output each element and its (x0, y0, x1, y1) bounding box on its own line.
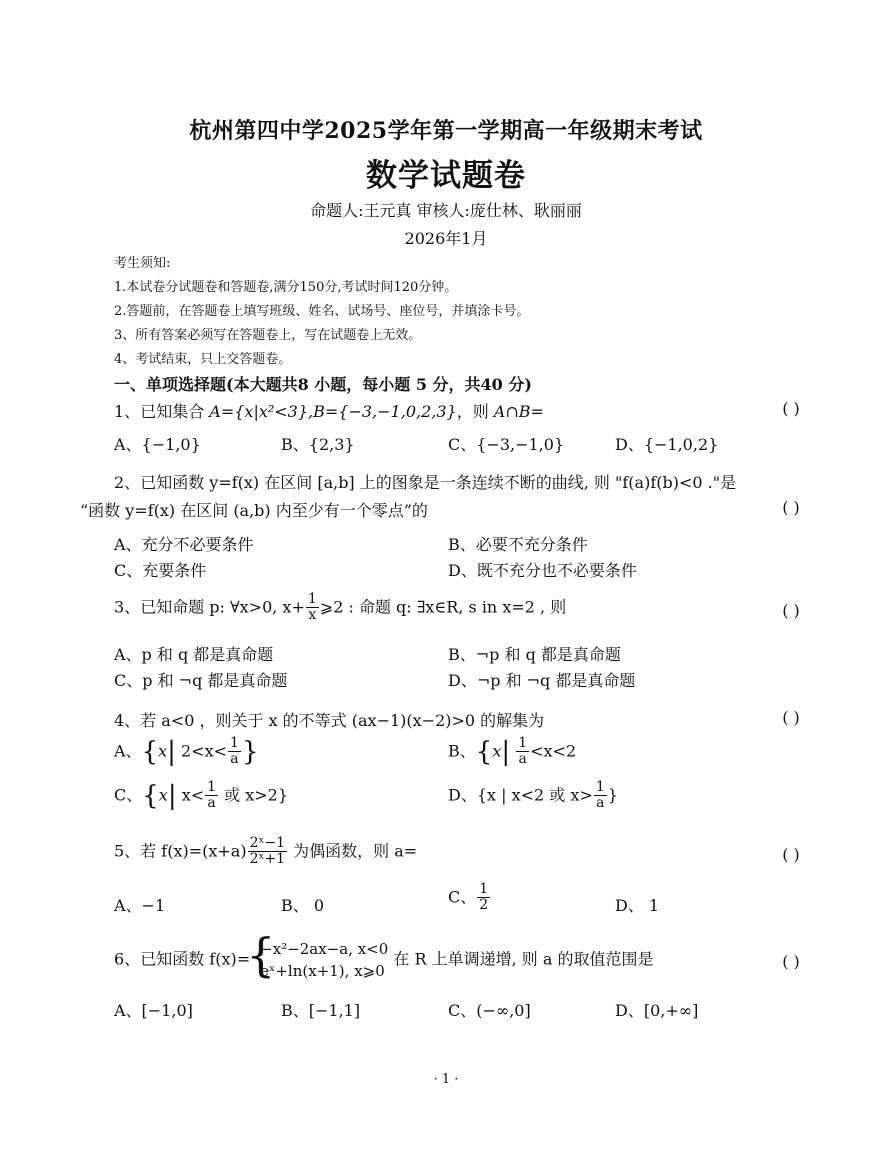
exam-date: 2026年1月 (404, 229, 488, 248)
answer-paren-1: ( ) (782, 399, 800, 418)
notice-item-3: 3、所有答案必须写在答题卷上，写在试题卷上无效。 (114, 328, 422, 343)
q6-option-d: D、[0,+∞] (615, 1001, 699, 1020)
q5-option-c: C、 $\frac{1}{2}$ (448, 881, 489, 914)
answer-paren-4: ( ) (782, 708, 800, 727)
q2-option-a: A、充分不必要条件 (114, 535, 254, 554)
answer-paren-2: ( ) (782, 498, 800, 517)
q6-option-a: A、[−1,0] (114, 1001, 193, 1020)
q1-option-c: C、{−3,−1,0} (448, 435, 565, 454)
q1-option-b: B、{2,3} (281, 435, 355, 454)
notice-item-2: 2.答题前，在答题卷上填写班级、姓名、试场号、座位号，并填涂卡号。 (114, 304, 530, 319)
fraction: $\frac{1}{a}$ (595, 779, 605, 812)
section-title: 一、单项选择题(本大题共8 小题，每小题 5 分，共40 分) (114, 375, 532, 394)
fraction: $\frac{\text{2ˣ−1}}{\text{2ˣ+1}}$ (249, 835, 286, 868)
question-6: 6、已知函数 f(x)= { −x²−2ax−a, x<0 eˣ+ln(x+1), x⩾0 在 R 上单调递增, 则 a 的取值范围是 (114, 938, 654, 982)
authors-line: 命题人:王元真 审核人:庞仕林、耿丽丽 (310, 201, 582, 220)
fraction: $\frac{1}{a}$ (207, 779, 217, 812)
fraction: $\frac{1}{a}$ (518, 735, 528, 768)
question-1: 1、已知集合 A={x|x²<3},B={−3,−1,0,2,3}，则 A∩B= (114, 402, 544, 421)
q2-option-c: C、充要条件 (114, 561, 207, 580)
answer-paren-3: ( ) (782, 601, 800, 620)
q4-option-c: C、{x| x< $\frac{1}{a}$ 或 x>2} (114, 779, 289, 812)
q4-option-a: A、{x| 2<x< $\frac{1}{a}$ } (114, 735, 259, 768)
q1-option-a: A、{−1,0} (114, 435, 201, 454)
q5-option-a: A、−1 (114, 896, 166, 915)
q3-option-b: B、¬p 和 q 都是真命题 (448, 645, 621, 664)
question-2: 2、已知函数 y=f(x) 在区间 [a,b] 上的图象是一条连续不断的曲线, 则 "f(a)f(b)<0 ."是 (114, 473, 737, 492)
piecewise-function: { −x²−2ax−a, x<0 eˣ+ln(x+1), x⩾0 (250, 938, 388, 982)
q6-option-c: C、(−∞,0] (448, 1001, 531, 1020)
question-2-line2: “函数 y=f(x) 在区间 (a,b) 内至少有一个零点”的 (80, 501, 428, 520)
q5-option-b: B、 0 (281, 896, 325, 915)
question-4: 4、若 a<0 ，则关于 x 的不等式 (ax−1)(x−2)>0 的解集为 (114, 711, 545, 730)
question-3: 3、已知命题 p: ∀x>0, x+ $\frac{1}{x}$ ⩾2 : 命题 q: ∃x∈R, s in x=2 , 则 (114, 591, 567, 624)
fraction: $\frac{1}{a}$ (230, 735, 239, 768)
fraction: $\frac{1}{x}$ (307, 591, 317, 624)
q1-option-d: D、{−1,0,2} (615, 435, 719, 454)
q3-option-c: C、p 和 ¬q 都是真命题 (114, 671, 288, 690)
notice-item-1: 1.本试卷分试题卷和答题卷,满分150分,考试时间120分钟。 (114, 280, 458, 295)
q3-option-a: A、p 和 q 都是真命题 (114, 645, 274, 664)
q5-option-d: D、 1 (615, 896, 660, 915)
notice-title: 考生须知: (114, 256, 171, 271)
q4-option-b: B、{x| $\frac{1}{a}$ <x<2 (448, 735, 577, 768)
answer-paren-6: ( ) (782, 952, 800, 971)
question-5: 5、若 f(x)=(x+a) $\frac{\text{2ˣ−1}}{\text{2ˣ+1}}$ 为偶函数，则 a= (114, 835, 418, 868)
exam-title: 杭州第四中学2025学年第一学期高一年级期末考试 (189, 118, 703, 144)
page-number: · 1 · (433, 1072, 459, 1087)
q3-option-d: D、¬p 和 ¬q 都是真命题 (448, 671, 636, 690)
q4-option-d: D、{x | x<2 或 x> $\frac{1}{a}$ } (448, 779, 618, 812)
q2-option-d: D、既不充分也不必要条件 (448, 561, 637, 580)
subject-title: 数学试题卷 (366, 158, 526, 194)
q2-option-b: B、必要不充分条件 (448, 535, 588, 554)
answer-paren-5: ( ) (782, 845, 800, 864)
q6-option-b: B、[−1,1] (281, 1001, 361, 1020)
fraction: $\frac{1}{2}$ (479, 881, 489, 914)
notice-item-4: 4、考试结束，只上交答题卷。 (114, 352, 292, 367)
